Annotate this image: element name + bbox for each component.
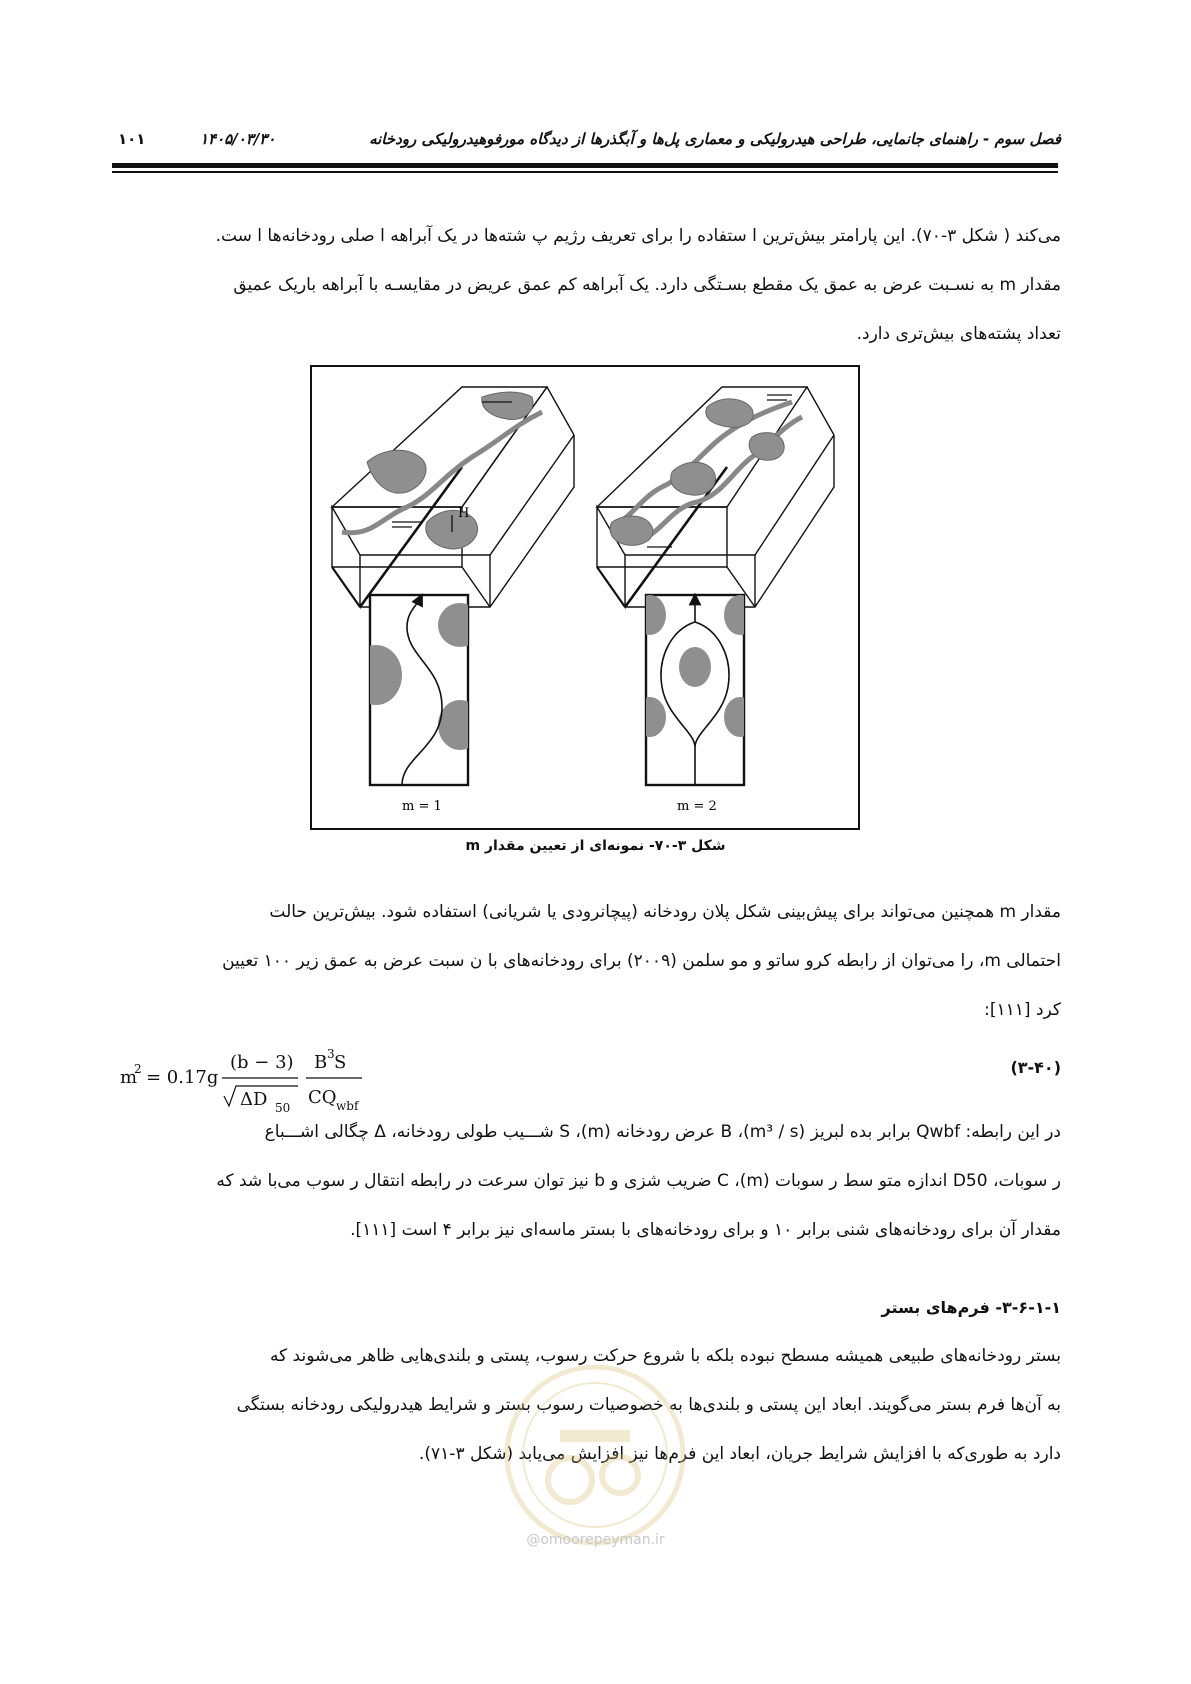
channel-3d-m1 (332, 387, 574, 607)
header-rule-thick (112, 163, 1058, 168)
label-m2: m = 2 (677, 799, 717, 814)
figure-drawing (312, 367, 857, 827)
svg-text:B: B (314, 1052, 328, 1073)
watermark-seal (500, 1360, 690, 1554)
text-line: مقدار m همچنین می‌تواند برای پیش‌بینی شکل پلان رودخانه (پیچانرودی یا شریانی) استفاده شود. بیش‌ترین حالت (269, 902, 1061, 922)
plan-view-m1 (350, 595, 482, 785)
text-line: می‌کند ( شکل ۳-۷۰). این پارامتر بیش‌ترین ا ستفاده را برای تعریف رژیم پ شته‌ها در یک آبراهه ا صلی رودخانه‌ها ا ست. (215, 226, 1061, 246)
svg-text:3: 3 (327, 1047, 335, 1061)
svg-text:m: m (120, 1067, 138, 1088)
text-line: در این رابطه: Qwbf برابر بده لبریز (m³ / s)، B عرض رودخانه (m)، S شـــیب طولی رودخانه، Δ چگالی اشـــباع (264, 1122, 1061, 1142)
svg-text:CQ: CQ (308, 1087, 337, 1108)
text-line: بستر رودخانه‌های طبیعی همیشه مسطح نبوده بلکه با شروع حرکت رسوب، پستی و بلندی‌هایی ظاهر می‌شوند که (269, 1346, 1061, 1366)
svg-text:S: S (334, 1052, 347, 1073)
svg-text:= 0.17g: = 0.17g (146, 1067, 219, 1088)
text-line: احتمالی m، را می‌توان از رابطه کرو ساتو و مو سلمن (۲۰۰۹) برای رودخانه‌های با ن سبت عرض به عمق زیر ۱۰۰ تعیین (222, 951, 1061, 971)
svg-text:50: 50 (275, 1101, 291, 1115)
text-line: تعداد پشته‌های بیش‌تری دارد. (856, 324, 1061, 344)
paragraph-2 (129, 888, 1061, 1035)
text-line: مقدار m به نسـبت عرض به عمق یک مقطع بسـتگی دارد. یک آبراهه کم عمق عریض در مقایسـه با آبراهه باریک عمیق (233, 275, 1061, 295)
figure-caption: شکل ۳-۷۰- نمونه‌ای از تعیین مقدار m (465, 838, 726, 854)
watermark-footer: @omoorepeyman.ir (526, 1532, 665, 1548)
paragraph-3 (129, 1108, 1061, 1255)
text-line: دارد به طوری‌که با افزایش شرایط جریان، ابعاد این فرم‌ها نیز افزایش می‌یابد (شکل ۳-۷۱). (418, 1444, 1061, 1464)
page-number: ۱۰۱ (118, 130, 146, 148)
svg-text:2: 2 (134, 1062, 142, 1076)
text-line: ر سوبات، D50 اندازه متو سط ر سوبات (m)، C ضریب شزی و b نیز توان سرعت در رابطه انتقال ر سوب می‌با شد که (216, 1171, 1061, 1191)
label-m1: m = 1 (402, 799, 442, 814)
text-line: به آن‌ها فرم بستر می‌گویند. ابعاد این پستی و بلندی‌ها به خصوصیات رسوب بستر و شرایط هیدرولیکی رودخانه بستگی (236, 1395, 1061, 1415)
header-title: فصل سوم - راهنمای جانمایی، طراحی هیدرولیکی و معماری پل‌ها و آبگذرها از دیدگاه مورفوهیدرولیکی رودخانه (369, 130, 1061, 148)
svg-text:(b − 3): (b − 3) (230, 1052, 294, 1073)
seal-graphic (500, 1360, 690, 1550)
header-rule-thin (112, 171, 1058, 173)
intro-paragraph (129, 212, 1061, 359)
svg-text:ΔD: ΔD (240, 1089, 268, 1110)
header-date: ۱۴۰۵/۰۳/۳۰ (200, 130, 276, 148)
svg-text:wbf: wbf (336, 1099, 359, 1113)
label-H: H (458, 506, 470, 521)
figure-3-70 (310, 365, 860, 830)
text-line: مقدار آن برای رودخانه‌های شنی برابر ۱۰ و برای رودخانه‌های با بستر ماسه‌ای نیز برابر ۴ است [۱۱۱]. (350, 1220, 1061, 1240)
equation-number: (۳-۴۰) (1010, 1058, 1061, 1077)
plan-view-m2 (634, 595, 756, 785)
section-heading: ۳-۶-۱-۱- فرم‌های بستر (881, 1298, 1061, 1317)
text-line: کرد [۱۱۱]: (984, 1000, 1061, 1020)
